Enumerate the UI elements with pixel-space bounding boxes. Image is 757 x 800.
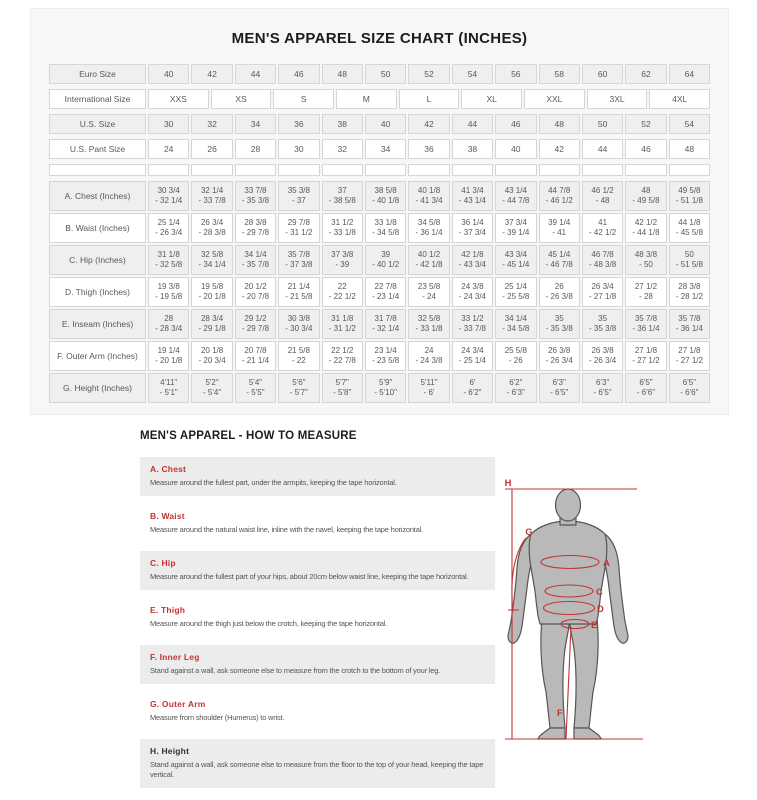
size-cell: 64 [669, 64, 710, 84]
size-cell: 30 [278, 139, 319, 159]
size-cell: 48 [322, 64, 363, 84]
size-cell: 44 [235, 64, 276, 84]
size-cell: 24 3/8 - 24 3/4 [452, 277, 493, 307]
table-row [49, 373, 710, 403]
size-cell: 62 [625, 64, 666, 84]
size-cell: 19 1/4 - 20 1/8 [148, 341, 189, 371]
size-cell: 6'3" - 6'5" [539, 373, 580, 403]
size-cell: 29 1/2 - 29 7/8 [235, 309, 276, 339]
size-cell: 48 3/8 - 50 [625, 245, 666, 275]
size-cell: 5'4" - 5'5" [235, 373, 276, 403]
size-cell [148, 164, 189, 176]
measure-section-text: Stand against a wall, ask someone else to measure from the crotch to the bottom of your leg. [150, 666, 441, 675]
right-foot [574, 728, 601, 739]
size-cell: 43 3/4 - 45 1/4 [495, 245, 536, 275]
size-cell: 33 1/2 - 33 7/8 [452, 309, 493, 339]
size-cell: 46 [495, 114, 536, 134]
diagram-label-chest: A [603, 558, 610, 569]
size-cell: 33 1/8 - 34 5/8 [365, 213, 406, 243]
size-cell: 27 1/8 - 27 1/2 [669, 341, 710, 371]
size-cell: 31 1/8 - 32 5/8 [148, 245, 189, 275]
size-cell: 40 [148, 64, 189, 84]
size-cell: 54 [452, 64, 493, 84]
size-cell: 34 [235, 114, 276, 134]
size-cell: 24 3/4 - 25 1/4 [452, 341, 493, 371]
table-row [49, 89, 710, 109]
size-cell: 28 3/4 - 29 1/8 [191, 309, 232, 339]
size-cell: 25 5/8 - 26 [495, 341, 536, 371]
size-cell: 28 3/8 - 28 1/2 [669, 277, 710, 307]
measure-section [140, 739, 495, 788]
table-row [49, 309, 710, 339]
size-chart [30, 8, 729, 415]
size-cell: L [399, 89, 460, 109]
measure-section [140, 598, 495, 637]
table-row [49, 213, 710, 243]
size-cell: 58 [539, 64, 580, 84]
page-title: MEN'S APPAREL SIZE CHART (INCHES) [231, 30, 528, 47]
diagram-label-height: H [504, 478, 512, 489]
torso [529, 521, 607, 624]
size-cell: 35 7/8 - 36 1/4 [669, 309, 710, 339]
size-cell: 35 3/8 - 37 [278, 181, 319, 211]
size-cell: 28 [235, 139, 276, 159]
size-cell [235, 164, 276, 176]
inner-leg-line [566, 627, 571, 739]
diagram-label-thigh-e: E [591, 620, 598, 631]
row-label: Euro Size [49, 64, 146, 84]
measure-section-label: E. Thigh [150, 605, 186, 615]
size-cell: 31 1/8 - 31 1/2 [322, 309, 363, 339]
size-cell: 3XL [587, 89, 648, 109]
head [556, 489, 581, 521]
size-cell: 28 3/8 - 29 7/8 [235, 213, 276, 243]
size-cell: 31 7/8 - 32 1/4 [365, 309, 406, 339]
measure-section-label: A. Chest [150, 464, 187, 474]
size-cell [625, 164, 666, 176]
size-cell: 48 [539, 114, 580, 134]
size-cell: 22 1/2 - 22 7/8 [322, 341, 363, 371]
row-label: U.S. Size [49, 114, 146, 134]
size-cell: 34 1/4 - 34 5/8 [495, 309, 536, 339]
size-cell: 26 3/8 - 26 3/4 [582, 341, 623, 371]
size-cell: 49 5/8 - 51 1/8 [669, 181, 710, 211]
size-cell: 36 [408, 139, 449, 159]
size-cell: 35 7/8 - 37 3/8 [278, 245, 319, 275]
size-cell: 4'11" - 5'1" [148, 373, 189, 403]
size-cell: 25 1/4 - 25 5/8 [495, 277, 536, 307]
size-cell: XXL [524, 89, 585, 109]
size-cell: 32 [191, 114, 232, 134]
size-cell: 44 1/8 - 45 5/8 [669, 213, 710, 243]
row-label: B. Waist (Inches) [49, 213, 146, 243]
size-cell: 32 [322, 139, 363, 159]
size-cell: 52 [625, 114, 666, 134]
size-cell: 35 7/8 - 36 1/4 [625, 309, 666, 339]
size-cell: 33 7/8 - 35 3/8 [235, 181, 276, 211]
size-cell: 37 3/8 - 39 [322, 245, 363, 275]
left-foot [538, 728, 565, 739]
size-cell [495, 164, 536, 176]
size-cell: 40 [365, 114, 406, 134]
size-cell: 34 [365, 139, 406, 159]
measure-section-label: F. Inner Leg [150, 652, 200, 662]
table-row [49, 277, 710, 307]
row-label: C. Hip (Inches) [49, 245, 146, 275]
size-cell: 24 - 24 3/8 [408, 341, 449, 371]
size-cell: 50 [365, 64, 406, 84]
size-cell: 43 1/4 - 44 7/8 [495, 181, 536, 211]
table-row [49, 114, 710, 134]
how-to-measure-heading: MEN'S APPAREL - HOW TO MEASURE [140, 430, 357, 442]
measure-section [140, 504, 495, 543]
size-cell: 50 [582, 114, 623, 134]
size-cell: 45 1/4 - 46 7/8 [539, 245, 580, 275]
size-cell: 19 3/8 - 19 5/8 [148, 277, 189, 307]
measure-section [140, 645, 495, 684]
size-cell: 5'11" - 6' [408, 373, 449, 403]
size-cell: 37 3/4 - 39 1/4 [495, 213, 536, 243]
size-cell: 52 [408, 64, 449, 84]
size-cell: 20 1/2 - 20 7/8 [235, 277, 276, 307]
size-cell [322, 164, 363, 176]
size-cell: 39 1/4 - 41 [539, 213, 580, 243]
diagram-label-outer-arm: G [525, 527, 533, 538]
size-cell: 23 1/4 - 23 5/8 [365, 341, 406, 371]
table-row [49, 164, 710, 176]
table-row [49, 181, 710, 211]
body-measurement-diagram [495, 458, 645, 753]
measure-section [140, 692, 495, 731]
measure-section-text: Measure around the thigh just below the crotch, keeping the tape horizontal. [150, 619, 388, 628]
size-cell: 5'9" - 5'10" [365, 373, 406, 403]
size-cell: 34 5/8 - 36 1/4 [408, 213, 449, 243]
measure-section-label: G. Outer Arm [150, 699, 206, 709]
size-cell [408, 164, 449, 176]
size-cell: 42 1/8 - 43 3/4 [452, 245, 493, 275]
size-cell: 6'5" - 6'6" [669, 373, 710, 403]
size-cell: 41 - 42 1/2 [582, 213, 623, 243]
size-cell: 35 - 35 3/8 [539, 309, 580, 339]
size-cell: 42 [539, 139, 580, 159]
size-cell: 6'3" - 6'5" [582, 373, 623, 403]
table-row [49, 64, 710, 84]
measure-section-text: Stand against a wall, ask someone else to measure from the floor to the top of your head, keeping the tape vertical. [150, 760, 484, 779]
size-cell: 22 7/8 - 23 1/4 [365, 277, 406, 307]
table-row [49, 245, 710, 275]
row-label: E. Inseam (Inches) [49, 309, 146, 339]
size-cell: 42 1/2 - 44 1/8 [625, 213, 666, 243]
measure-section-text: Measure around the fullest part of your hips, about 20cm below waist line, keeping the tape horizontal. [150, 572, 469, 581]
size-cell: 37 - 38 5/8 [322, 181, 363, 211]
size-cell: 40 1/8 - 41 3/4 [408, 181, 449, 211]
size-cell: XL [461, 89, 522, 109]
body-diagram-svg [495, 458, 645, 753]
how-to-measure-section [140, 430, 650, 796]
size-cell: 28 - 28 3/4 [148, 309, 189, 339]
size-cell: 23 5/8 - 24 [408, 277, 449, 307]
size-cell: 31 1/2 - 33 1/8 [322, 213, 363, 243]
size-cell: S [273, 89, 334, 109]
size-cell: 25 1/4 - 26 3/4 [148, 213, 189, 243]
size-cell: 20 7/8 - 21 1/4 [235, 341, 276, 371]
size-cell: 6' - 6'2" [452, 373, 493, 403]
size-cell: 46 1/2 - 48 [582, 181, 623, 211]
size-cell: 42 [191, 64, 232, 84]
size-cell: 20 1/8 - 20 3/4 [191, 341, 232, 371]
size-cell: 41 3/4 - 43 1/4 [452, 181, 493, 211]
row-label [49, 164, 146, 176]
size-cell: 26 3/4 - 28 3/8 [191, 213, 232, 243]
size-cell: 48 - 49 5/8 [625, 181, 666, 211]
size-cell: 5'7" - 5'8" [322, 373, 363, 403]
size-cell: 48 [669, 139, 710, 159]
size-cell: 36 [278, 114, 319, 134]
table-row [49, 139, 710, 159]
size-cell: 40 [495, 139, 536, 159]
left-leg [541, 608, 569, 728]
size-cell [365, 164, 406, 176]
size-cell: 32 5/8 - 34 1/4 [191, 245, 232, 275]
size-cell: 36 1/4 - 37 3/4 [452, 213, 493, 243]
size-cell [669, 164, 710, 176]
size-cell [191, 164, 232, 176]
size-cell: 46 [625, 139, 666, 159]
row-label: A. Chest (Inches) [49, 181, 146, 211]
row-label: U.S. Pant Size [49, 139, 146, 159]
size-cell: 44 [582, 139, 623, 159]
size-cell: 39 - 40 1/2 [365, 245, 406, 275]
size-cell: 32 1/4 - 33 7/8 [191, 181, 232, 211]
measure-section-label: H. Height [150, 746, 190, 756]
size-cell: 24 [148, 139, 189, 159]
size-cell: 56 [495, 64, 536, 84]
size-cell: 30 3/8 - 30 3/4 [278, 309, 319, 339]
size-cell: 19 5/8 - 20 1/8 [191, 277, 232, 307]
measure-section-text: Measure from shoulder (Humerus) to wrist. [150, 713, 285, 722]
size-cell [452, 164, 493, 176]
diagram-label-thigh-d: D [597, 604, 604, 615]
size-cell: 46 [278, 64, 319, 84]
size-cell: 38 [452, 139, 493, 159]
size-cell: 21 5/8 - 22 [278, 341, 319, 371]
size-cell: 42 [408, 114, 449, 134]
diagram-label-inner-leg: F [557, 708, 563, 719]
size-cell: 26 - 26 3/8 [539, 277, 580, 307]
size-cell: 35 - 35 3/8 [582, 309, 623, 339]
size-cell: 40 1/2 - 42 1/8 [408, 245, 449, 275]
size-cell: 22 - 22 1/2 [322, 277, 363, 307]
size-cell: 4XL [649, 89, 710, 109]
size-chart-table [49, 64, 710, 403]
size-cell: 34 1/4 - 35 7/8 [235, 245, 276, 275]
size-cell: 29 7/8 - 31 1/2 [278, 213, 319, 243]
row-label: International Size [49, 89, 146, 109]
size-cell: 6'5" - 6'6" [625, 373, 666, 403]
size-cell: 30 3/4 - 32 1/4 [148, 181, 189, 211]
size-cell: 32 5/8 - 33 1/8 [408, 309, 449, 339]
measure-section-label: C. Hip [150, 558, 176, 568]
size-cell: 26 [191, 139, 232, 159]
size-cell: 50 - 51 5/8 [669, 245, 710, 275]
size-cell: 27 1/2 - 28 [625, 277, 666, 307]
size-cell: 21 1/4 - 21 5/8 [278, 277, 319, 307]
measure-section-text: Measure around the natural waist line, inline with the navel, keeping the tape horizontal. [150, 525, 424, 534]
size-cell: 60 [582, 64, 623, 84]
measure-section [140, 551, 495, 590]
size-cell: M [336, 89, 397, 109]
size-cell: 38 5/8 - 40 1/8 [365, 181, 406, 211]
diagram-label-hip: C [596, 587, 603, 598]
size-cell: 46 7/8 - 48 3/8 [582, 245, 623, 275]
size-cell: 44 [452, 114, 493, 134]
table-row [49, 341, 710, 371]
size-cell: 26 3/8 - 26 3/4 [539, 341, 580, 371]
size-cell: XXS [148, 89, 209, 109]
size-cell: 30 [148, 114, 189, 134]
size-cell: 26 3/4 - 27 1/8 [582, 277, 623, 307]
row-label: G. Height (Inches) [49, 373, 146, 403]
size-cell: 5'2" - 5'4" [191, 373, 232, 403]
row-label: F. Outer Arm (Inches) [49, 341, 146, 371]
size-cell [278, 164, 319, 176]
size-cell: 54 [669, 114, 710, 134]
measure-section-text: Measure around the fullest part, under the armpits, keeping the tape horizontal. [150, 478, 397, 487]
size-cell: XS [211, 89, 272, 109]
size-cell [539, 164, 580, 176]
size-cell: 44 7/8 - 46 1/2 [539, 181, 580, 211]
size-cell: 38 [322, 114, 363, 134]
measure-section [140, 457, 495, 496]
row-label: D. Thigh (Inches) [49, 277, 146, 307]
measure-section-label: B. Waist [150, 511, 185, 521]
size-cell: 6'2" - 6'3" [495, 373, 536, 403]
size-cell: 5'6" - 5'7" [278, 373, 319, 403]
size-cell: 27 1/8 - 27 1/2 [625, 341, 666, 371]
size-cell [582, 164, 623, 176]
